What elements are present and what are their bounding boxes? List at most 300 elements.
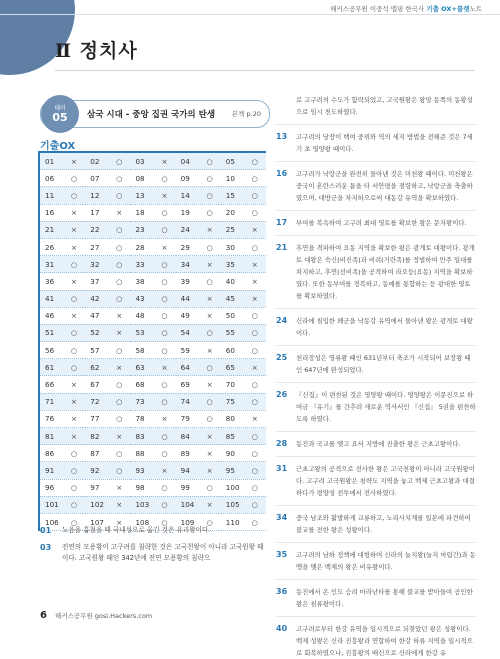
ox-question-number: 18: [135, 208, 145, 218]
ox-cell: [221, 410, 266, 427]
ox-question-number: 109: [180, 517, 195, 527]
ox-question-number: 67: [90, 380, 100, 390]
ox-cell: [221, 342, 266, 359]
ox-question-number: 55: [225, 328, 235, 338]
ox-answer-mark: ○: [161, 500, 168, 510]
ox-row: [39, 410, 266, 427]
ox-cell: [221, 204, 266, 221]
ox-question-number: 80: [225, 414, 235, 424]
ox-cell: [39, 462, 85, 479]
ox-answer-mark: ×: [116, 483, 123, 493]
ox-answer-mark: ○: [206, 414, 213, 424]
ox-question-number: 58: [135, 345, 145, 355]
ox-question-number: 84: [180, 431, 190, 441]
explanation-item: [276, 463, 476, 499]
ox-answer-mark: ○: [161, 517, 168, 527]
ox-answer-mark: ○: [161, 225, 168, 235]
ox-answer-mark: ○: [70, 190, 78, 200]
ox-answer-mark: ○: [116, 225, 123, 235]
ox-answer-mark: ○: [206, 517, 213, 527]
ox-cell: [221, 152, 266, 170]
explanation-item: [276, 438, 476, 450]
ox-answer-mark: ○: [161, 431, 168, 441]
explanation-item: [40, 525, 268, 536]
ox-row: [39, 238, 266, 255]
explanation-divider: [276, 579, 476, 580]
ox-question-number: 38: [135, 276, 145, 286]
ox-answer-mark: ×: [116, 431, 123, 441]
ox-question-number: 48: [135, 311, 145, 321]
ox-cell: [176, 221, 221, 238]
ox-answer-mark: ×: [161, 465, 168, 475]
ox-cell: [176, 445, 221, 462]
ox-row: [39, 324, 266, 341]
ox-answer-mark: ×: [206, 448, 213, 458]
ox-cell: [39, 187, 85, 204]
ox-cell: [85, 290, 130, 307]
ox-answer-mark: ×: [251, 414, 258, 424]
ox-cell: [176, 342, 221, 359]
ox-cell: [85, 445, 130, 462]
ox-answer-mark: ○: [251, 311, 258, 321]
ox-answer-mark: ×: [116, 500, 123, 510]
ox-answer-mark: ○: [161, 173, 168, 183]
ox-question-number: 21: [45, 225, 55, 235]
ox-question-number: 103: [135, 500, 150, 510]
ox-answer-mark: ○: [251, 380, 258, 390]
ox-question-number: 13: [135, 190, 145, 200]
ox-cell: [39, 221, 85, 238]
ox-question-number: 31: [45, 259, 55, 269]
ox-answer-mark: ○: [116, 156, 123, 166]
ox-cell: [39, 479, 85, 496]
ox-answer-mark: ×: [161, 190, 168, 200]
ox-question-number: 73: [135, 397, 145, 407]
explanation-divider: [276, 505, 476, 506]
ox-cell: [221, 256, 266, 273]
ox-cell: [39, 342, 85, 359]
ox-row: [39, 187, 266, 204]
ox-cell: [221, 376, 266, 393]
ox-question-number: 68: [135, 380, 145, 390]
ox-answer-mark: ×: [206, 500, 213, 510]
ox-answer-mark: ○: [70, 345, 78, 355]
ox-answer-mark: ○: [251, 328, 258, 338]
explanation-item: [276, 623, 476, 659]
explanation-divider: [276, 210, 476, 211]
ox-answer-mark: ○: [116, 397, 123, 407]
ox-answer-mark: ○: [70, 362, 78, 372]
ox-answer-mark: ○: [161, 276, 168, 286]
ox-question-number: 94: [180, 465, 190, 475]
ox-question-number: 53: [135, 328, 145, 338]
ox-cell: [130, 359, 175, 376]
ox-answer-table: [38, 151, 266, 531]
ox-cell: [176, 376, 221, 393]
ox-cell: [221, 359, 266, 376]
ox-answer-mark: ○: [251, 190, 258, 200]
ox-question-number: 75: [225, 397, 235, 407]
ox-answer-mark: ○: [251, 517, 258, 527]
ox-cell: [176, 307, 221, 324]
ox-question-number: 07: [90, 173, 100, 183]
ox-question-number: 12: [90, 190, 100, 200]
ox-cell: [39, 410, 85, 427]
ox-answer-mark: ○: [161, 328, 168, 338]
ox-cell: [130, 256, 175, 273]
ox-question-number: 06: [45, 173, 55, 183]
ox-answer-mark: ×: [206, 345, 213, 355]
ox-cell: [176, 256, 221, 273]
ox-cell: [85, 479, 130, 496]
ox-question-number: 87: [90, 448, 100, 458]
ox-answer-mark: ×: [161, 414, 168, 424]
ox-question-number: 98: [135, 483, 145, 493]
explanation-number: 34: [276, 513, 288, 522]
ox-answer-mark: ○: [116, 173, 123, 183]
explanation-number: 16: [276, 169, 288, 178]
explanation-item: [276, 242, 476, 302]
ox-answer-mark: ×: [251, 259, 258, 269]
explanation-text: 고구려가 낙랑군을 완전히 몰아낸 것은 미천왕 때이다. 미천왕은 중국이 혼란스러운 틈을 타 서안평을 점령하고, 낙랑군을 축출하였으며, 대방군을 차지하으로써 대동강 유역을 확보하였다.: [296, 170, 473, 202]
ox-cell: [39, 324, 85, 341]
ox-question-number: 110: [225, 517, 240, 527]
ox-question-number: 78: [135, 414, 145, 424]
ox-cell: [176, 393, 221, 410]
ox-answer-mark: ×: [251, 225, 258, 235]
explanation-item: [276, 549, 476, 573]
explanation-number: 13: [276, 132, 288, 141]
ox-row: [39, 393, 266, 410]
header-suffix: 노트: [469, 5, 482, 13]
ox-cell: [176, 496, 221, 513]
ox-question-number: 17: [90, 208, 100, 218]
page-footer: [40, 610, 152, 621]
ox-cell: [221, 290, 266, 307]
ox-answer-mark: ×: [70, 397, 78, 407]
ox-answer-mark: ×: [206, 431, 213, 441]
ox-cell: [130, 445, 175, 462]
ox-question-number: 39: [180, 276, 190, 286]
ox-cell: [39, 496, 85, 513]
ox-question-number: 24: [180, 225, 190, 235]
ox-cell: [85, 256, 130, 273]
ox-answer-mark: ×: [206, 380, 213, 390]
ox-question-number: 69: [180, 380, 190, 390]
ox-cell: [221, 393, 266, 410]
ox-answer-mark: ○: [116, 465, 123, 475]
explanation-number: 25: [276, 353, 288, 362]
explanation-number: 35: [276, 550, 288, 559]
ox-question-number: 41: [45, 294, 55, 304]
ox-answer-mark: ○: [70, 517, 78, 527]
ox-cell: [130, 479, 175, 496]
ox-answer-mark: ○: [251, 208, 258, 218]
ox-question-number: 105: [225, 500, 240, 510]
ox-question-number: 01: [45, 156, 55, 166]
ox-question-number: 93: [135, 465, 145, 475]
ox-question-number: 65: [225, 362, 235, 372]
ox-cell: [130, 307, 175, 324]
ox-cell: [176, 238, 221, 255]
explanation-item: [40, 542, 268, 564]
ox-answer-mark: ×: [116, 328, 123, 338]
ox-cell: [39, 307, 85, 324]
ox-answer-mark: ×: [70, 276, 78, 286]
ox-question-number: 102: [90, 500, 104, 510]
ox-cell: [176, 359, 221, 376]
ox-answer-mark: ○: [161, 397, 168, 407]
ox-answer-mark: ○: [116, 345, 123, 355]
ox-row: [39, 307, 266, 324]
ox-answer-mark: ○: [251, 465, 258, 475]
ox-question-number: 03: [135, 156, 145, 166]
ox-cell: [39, 273, 85, 290]
ox-cell: [221, 170, 266, 187]
ox-question-number: 15: [225, 190, 235, 200]
ox-cell: [39, 445, 85, 462]
ox-cell: [176, 170, 221, 187]
ox-answer-mark: ×: [206, 259, 213, 269]
explanation-divider: [276, 161, 476, 162]
ox-question-number: 71: [45, 397, 55, 407]
ox-cell: [130, 462, 175, 479]
ox-question-number: 33: [135, 259, 145, 269]
ox-cell: [85, 410, 130, 427]
ox-cell: [85, 307, 130, 324]
ox-question-number: 70: [225, 380, 235, 390]
ox-row: [39, 342, 266, 359]
ox-question-number: 96: [45, 483, 55, 493]
ox-answer-mark: ○: [116, 190, 123, 200]
ox-question-number: 52: [90, 328, 100, 338]
ox-cell: [39, 256, 85, 273]
ox-cell: [130, 342, 175, 359]
ox-answer-mark: ×: [70, 208, 78, 218]
ox-cell: [39, 428, 85, 445]
ox-question-number: 37: [90, 276, 100, 286]
ox-cell: [85, 187, 130, 204]
ox-cell: [85, 324, 130, 341]
left-explanations: [40, 525, 268, 570]
ox-answer-mark: ○: [251, 483, 258, 493]
ox-question-number: 54: [180, 328, 190, 338]
ox-cell: [221, 187, 266, 204]
ox-cell: [130, 238, 175, 255]
topic-badge-code: 05: [52, 111, 68, 124]
ox-answer-mark: ○: [206, 397, 213, 407]
explanation-divider: [276, 542, 476, 543]
ox-answer-mark: ○: [161, 345, 168, 355]
ox-question-number: 25: [225, 225, 235, 235]
ox-cell: [39, 290, 85, 307]
explanation-number: 01: [40, 526, 52, 535]
ox-question-number: 23: [135, 225, 145, 235]
explanation-divider: [276, 382, 476, 383]
explanation-text: 전연의 모용황이 고구려를 침략한 것은 고국천왕이 아니라 고국원왕 때이다. 고국원왕 때인 342년에 전연 모용황의 침략으: [62, 543, 264, 562]
ox-question-number: 28: [135, 242, 145, 252]
ox-answer-mark: ○: [161, 294, 168, 304]
ox-cell: [221, 462, 266, 479]
ox-question-number: 09: [180, 173, 190, 183]
ox-question-number: 64: [180, 362, 190, 372]
ox-cell: [39, 204, 85, 221]
ox-answer-mark: ×: [70, 311, 78, 321]
ox-answer-mark: ×: [206, 311, 213, 321]
ox-question-number: 35: [225, 259, 235, 269]
ox-cell: [39, 170, 85, 187]
ox-answer-mark: ○: [161, 311, 168, 321]
ox-answer-mark: ○: [70, 500, 78, 510]
explanation-item: [276, 315, 476, 339]
explanation-number: 26: [276, 390, 288, 399]
ox-question-number: 85: [225, 431, 235, 441]
explanation-text: 고구려로부터 한강 유역을 일시적으로 되찾았던 왕은 성왕이다. 백제 성왕은 신라 진흥왕과 연합하여 한강 하류 지역을 일시적으로 회복하였으나, 진흥왕의 배신으로 신라에게 한강 유: [296, 625, 473, 657]
ox-answer-mark: ×: [251, 294, 258, 304]
explanation-number: 21: [276, 243, 288, 252]
page-number: 6: [40, 610, 47, 621]
header-prefix: 해커스공무원 이중석 맵핑 한국사: [330, 5, 427, 13]
ox-question-number: 82: [90, 431, 100, 441]
ox-answer-mark: ×: [206, 225, 213, 235]
ox-question-number: 99: [180, 483, 190, 493]
ox-cell: [221, 221, 266, 238]
ox-cell: [39, 152, 85, 170]
ox-cell: [85, 428, 130, 445]
ox-question-number: 59: [180, 345, 190, 355]
ox-answer-mark: ×: [116, 362, 123, 372]
explanation-number: 24: [276, 316, 288, 325]
ox-row: [39, 428, 266, 445]
ox-question-number: 100: [225, 483, 240, 493]
ox-question-number: 34: [180, 259, 190, 269]
ox-cell: [130, 428, 175, 445]
ox-answer-mark: ○: [206, 328, 213, 338]
ox-question-number: 77: [90, 414, 100, 424]
explanation-text: 로 고구려의 수도가 함락되었고, 고국원왕은 왕망 동쪽의 동황성으로 임시 천도하였다.: [296, 96, 473, 116]
ox-question-number: 47: [90, 311, 100, 321]
ox-cell: [176, 428, 221, 445]
ox-row: [39, 376, 266, 393]
ox-question-number: 107: [90, 517, 104, 527]
explanation-text: 동진에서 온 인도 승려 마라난타를 통해 불교를 받아들여 공인한 왕은 침류왕이다.: [296, 588, 473, 608]
ox-row: [39, 170, 266, 187]
ox-question-number: 95: [225, 465, 235, 475]
ox-answer-mark: ×: [116, 311, 123, 321]
explanation-divider: [276, 456, 476, 457]
ox-question-number: 86: [45, 448, 55, 458]
ox-question-number: 83: [135, 431, 145, 441]
explanation-number: 31: [276, 464, 288, 473]
ox-answer-mark: ○: [116, 380, 123, 390]
ox-question-number: 74: [180, 397, 190, 407]
ox-question-number: 101: [45, 500, 59, 510]
ox-question-number: 22: [90, 225, 100, 235]
ox-cell: [85, 204, 130, 221]
ox-cell: [130, 324, 175, 341]
explanation-item: [276, 352, 476, 376]
ox-cell: [130, 393, 175, 410]
header-rule: [0, 14, 500, 15]
ox-question-number: 14: [180, 190, 190, 200]
ox-question-number: 29: [180, 242, 190, 252]
ox-answer-mark: ○: [70, 173, 78, 183]
explanation-text: 신라에 침입한 왜군을 낙동강 유역에서 몰아낸 왕은 광개토 대왕이다.: [296, 317, 473, 337]
ox-answer-mark: ○: [70, 259, 78, 269]
ox-cell: [85, 376, 130, 393]
ox-cell: [85, 221, 130, 238]
ox-answer-mark: ○: [70, 465, 78, 475]
ox-question-number: 19: [180, 208, 190, 218]
ox-cell: [176, 273, 221, 290]
ox-row: [39, 204, 266, 221]
ox-answer-mark: ×: [70, 414, 78, 424]
ox-answer-mark: ×: [70, 156, 78, 166]
ox-answer-mark: ○: [116, 259, 123, 269]
explanation-text: 고구려의 남하 정책에 대항하여 신라의 눌지왕(눌지 마립간)과 동맹을 맺은 백제의 왕은 비유왕이다.: [296, 551, 476, 571]
ox-question-number: 92: [90, 465, 100, 475]
explanation-text: 동진과 국교를 맺고 요서 지방에 진출한 왕은 근초고왕이다.: [296, 440, 461, 448]
ox-cell: [176, 204, 221, 221]
ox-cell: [85, 238, 130, 255]
ox-cell: [221, 238, 266, 255]
explanation-number: 03: [40, 543, 52, 552]
ox-answer-mark: ○: [251, 173, 258, 183]
explanation-item: [276, 586, 476, 610]
ox-question-number: 36: [45, 276, 55, 286]
ox-cell: [221, 445, 266, 462]
ox-answer-mark: ○: [161, 483, 168, 493]
explanation-item: [276, 94, 476, 118]
ox-answer-mark: ×: [161, 362, 168, 372]
ox-question-number: 97: [90, 483, 100, 493]
explanation-text: 후연을 격파하여 요동 지역을 확보한 왕은 광개토 대왕이다. 광개토 대왕은 숙신(비진족)과 비려(거란족)를 정벌하여 만주 일대를 차지하고, 후연(선비족)을 공격하여 라오둥(요동) 지역을 확보하였다. 또한 동부여를 정복하고, 동예를 통합하는 등 광대한 영토를 확보하였다.: [296, 244, 475, 300]
chapter-rule: [55, 70, 475, 71]
topic-page-ref: 본책 p.20: [231, 110, 261, 118]
ox-question-number: 57: [90, 345, 100, 355]
ox-answer-mark: ×: [116, 208, 123, 218]
ox-cell: [176, 479, 221, 496]
ox-cell: [39, 238, 85, 255]
explanation-number: 40: [276, 624, 288, 633]
ox-cell: [221, 496, 266, 513]
ox-answer-mark: ×: [161, 242, 168, 252]
ox-answer-mark: ○: [161, 259, 168, 269]
ox-row: [39, 445, 266, 462]
ox-answer-mark: ○: [206, 362, 213, 372]
ox-cell: [176, 187, 221, 204]
explanation-item: [276, 168, 476, 204]
ox-cell: [39, 359, 85, 376]
ox-cell: [85, 342, 130, 359]
explanation-text: 부여를 복속하여 고구려 최대 영토를 확보한 왕은 문자왕이다.: [296, 219, 467, 227]
ox-answer-mark: ○: [161, 448, 168, 458]
ox-answer-mark: ×: [161, 156, 168, 166]
ox-answer-mark: ×: [70, 380, 78, 390]
ox-question-number: 89: [180, 448, 190, 458]
ox-answer-mark: ×: [206, 465, 213, 475]
ox-question-number: 11: [45, 190, 55, 200]
explanation-item: [276, 217, 476, 229]
ox-cell: [221, 273, 266, 290]
ox-answer-mark: ○: [206, 276, 213, 286]
ox-cell: [130, 410, 175, 427]
explanation-item: [276, 131, 476, 155]
ox-question-number: 42: [90, 294, 100, 304]
ox-question-number: 44: [180, 294, 190, 304]
ox-question-number: 62: [90, 362, 100, 372]
ox-row: [39, 359, 266, 376]
